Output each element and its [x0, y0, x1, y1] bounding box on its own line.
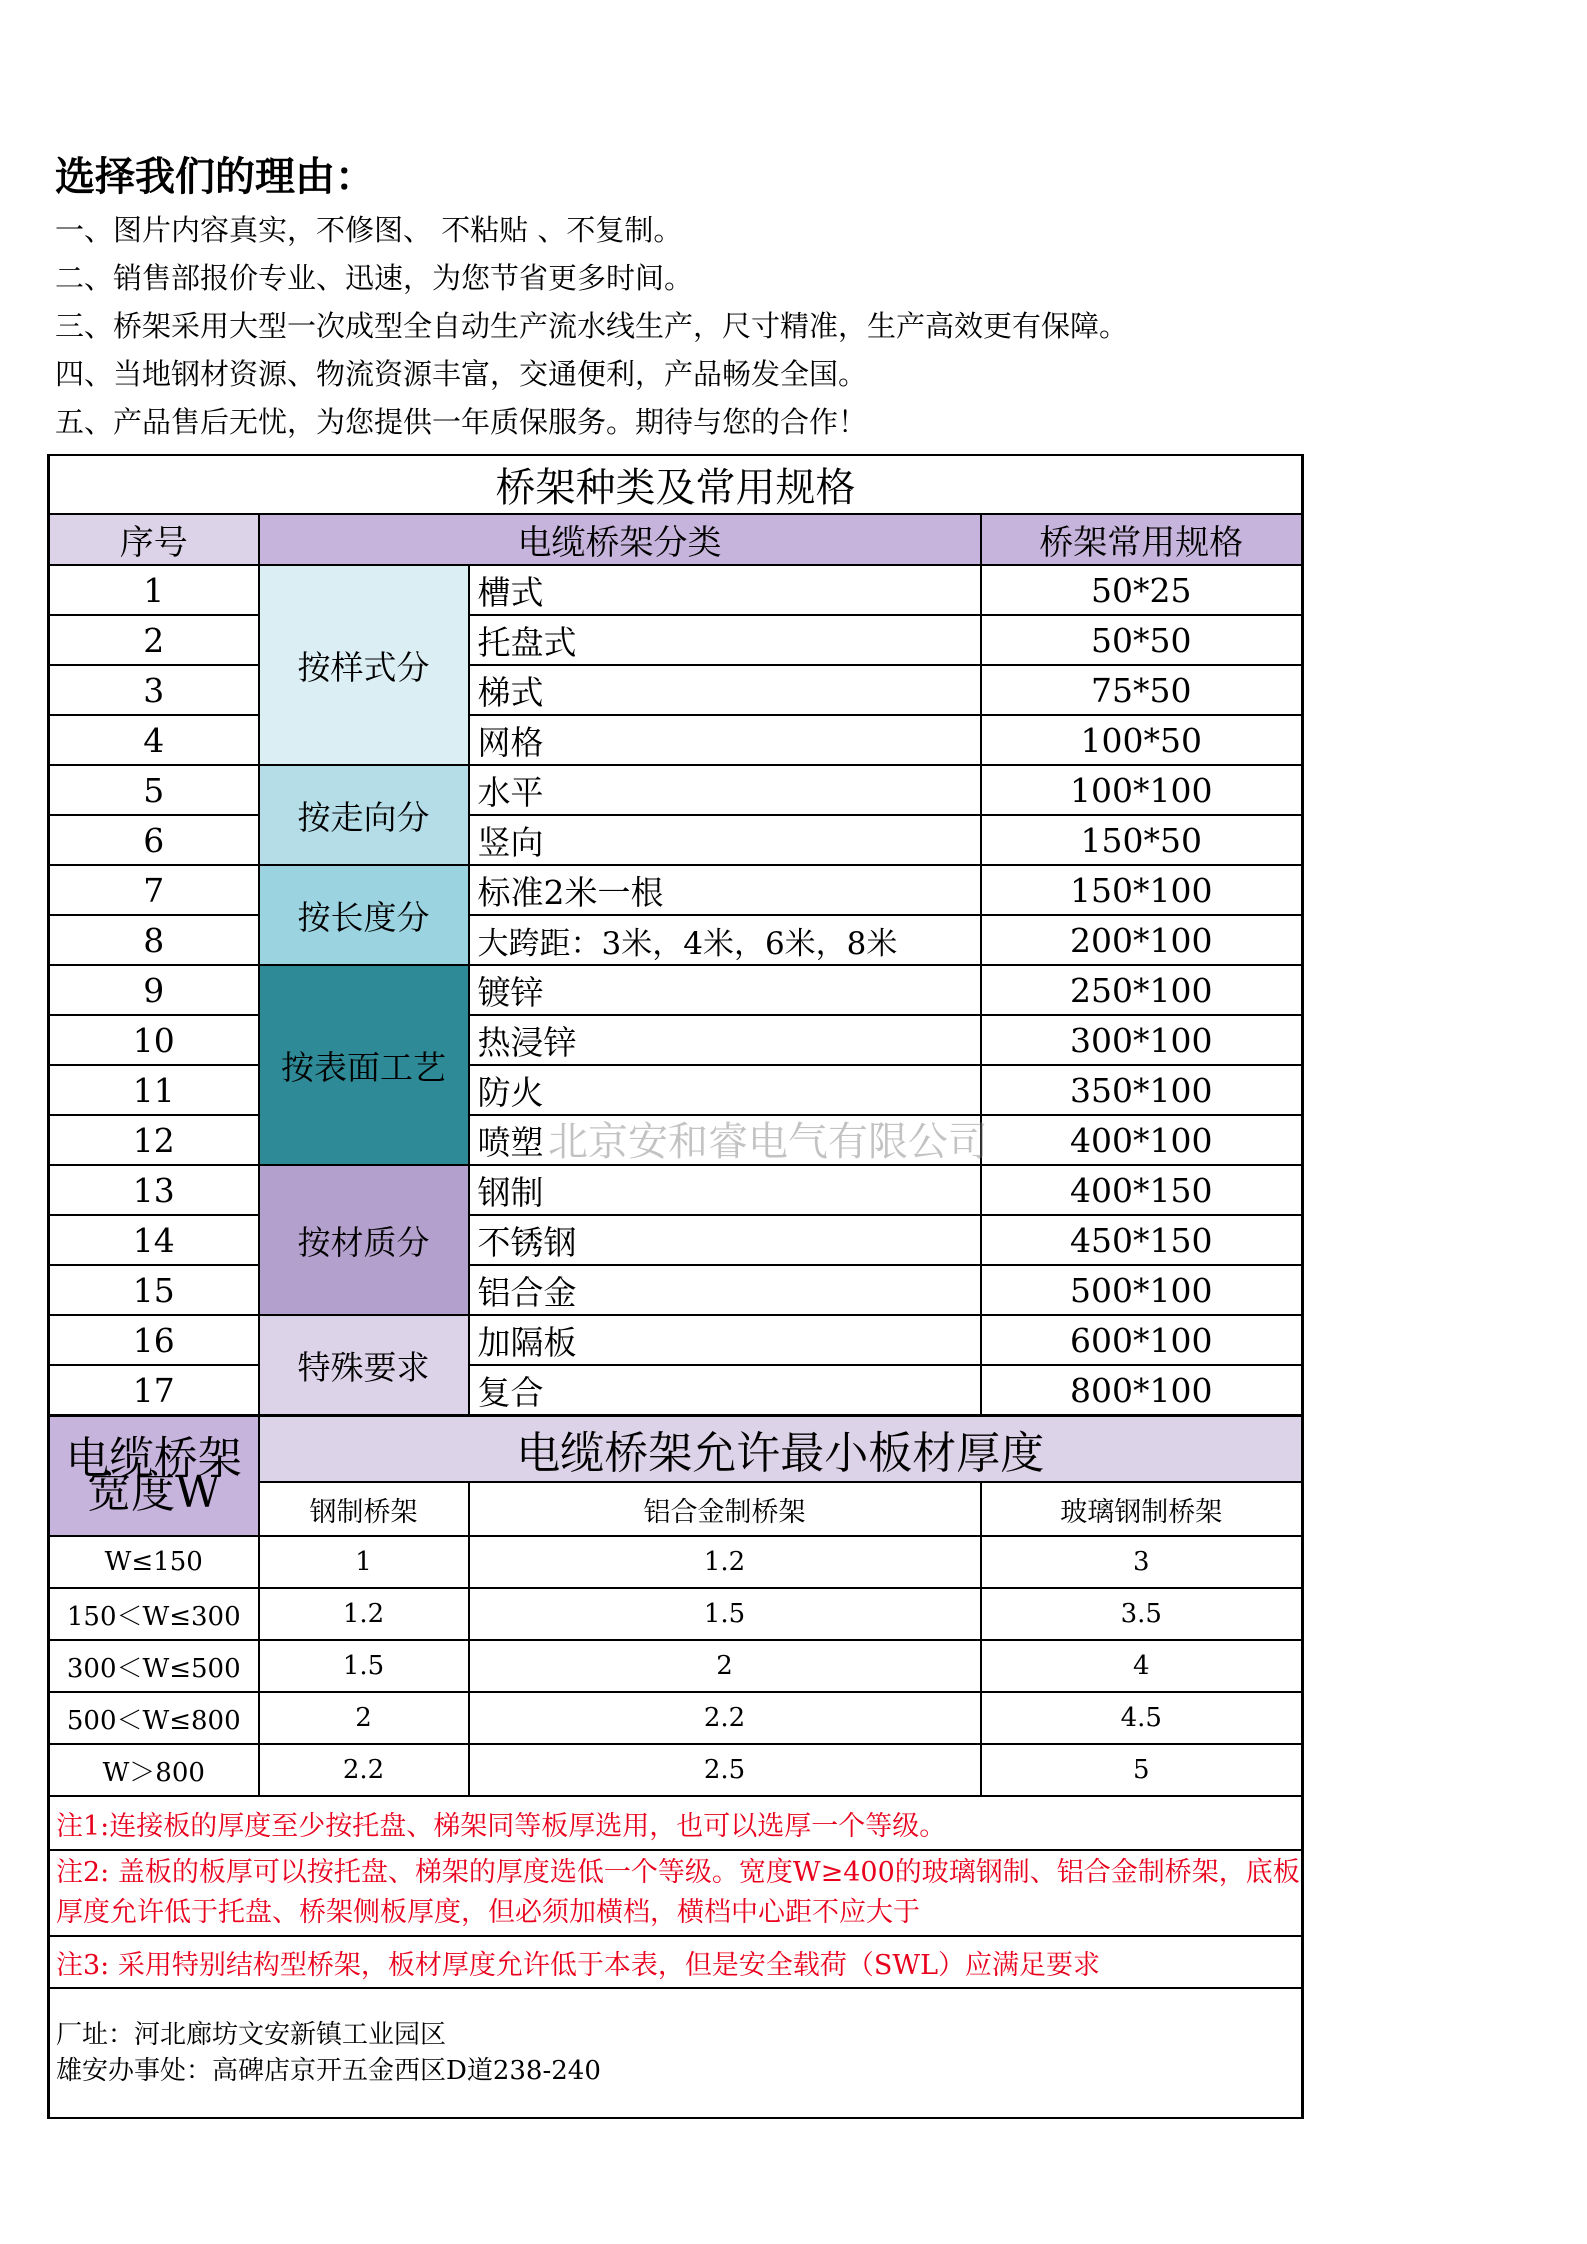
width-header: 电缆桥架宽度W [49, 1416, 259, 1537]
row-no: 15 [49, 1265, 259, 1315]
row-name: 热浸锌 [469, 1015, 981, 1065]
row-spec: 50*25 [981, 565, 1303, 615]
row-no: 16 [49, 1315, 259, 1365]
frp-value: 3 [981, 1536, 1303, 1588]
reason-4: 四、当地钢材资源、物流资源丰富，交通便利，产品畅发全国。 [55, 357, 868, 391]
row-no: 7 [49, 865, 259, 915]
row-spec: 100*100 [981, 765, 1303, 815]
aluminum-value: 1.2 [469, 1536, 981, 1588]
row-spec: 150*100 [981, 865, 1303, 915]
row-name: 钢制 [469, 1165, 981, 1215]
aluminum-value: 2.5 [469, 1744, 981, 1796]
row-spec: 800*100 [981, 1365, 1303, 1416]
table-row [49, 915, 1303, 965]
category-surface: 按表面工艺 [259, 965, 469, 1165]
thickness-table-title: 电缆桥架允许最小板材厚度 [259, 1416, 1303, 1483]
row-no: 17 [49, 1365, 259, 1416]
spec-table-title: 桥架种类及常用规格 [49, 455, 1303, 514]
table-row [49, 1315, 1303, 1365]
row-no: 12 [49, 1115, 259, 1165]
category-length: 按长度分 [259, 865, 469, 965]
table-row [49, 665, 1303, 715]
steel-value: 1 [259, 1536, 469, 1588]
row-spec: 400*150 [981, 1165, 1303, 1215]
aluminum-value: 1.5 [469, 1588, 981, 1640]
header-spec: 桥架常用规格 [981, 514, 1303, 565]
note-2: 注2: 盖板的板厚可以按托盘、梯架的厚度选低一个等级。宽度W≥400的玻璃钢制、铝合金制桥架，底板厚度允许低于托盘、桥架侧板厚度，但必须加横档，横档中心距不应大于 [49, 1850, 1303, 1936]
table-row [49, 815, 1303, 865]
table-row [49, 1588, 1303, 1640]
frp-value: 4.5 [981, 1692, 1303, 1744]
column-aluminum: 铝合金制桥架 [469, 1482, 981, 1536]
row-no: 5 [49, 765, 259, 815]
row-name: 加隔板 [469, 1315, 981, 1365]
factory-address: 厂址：河北廊坊文安新镇工业园区 [56, 2020, 447, 2050]
table-row [49, 1265, 1303, 1315]
table-row [49, 965, 1303, 1015]
row-name: 防火 [469, 1065, 981, 1115]
row-no: 13 [49, 1165, 259, 1215]
width-range: 500＜W≤800 [49, 1692, 259, 1744]
row-name: 槽式 [469, 565, 981, 615]
table-row [49, 565, 1303, 615]
note-3: 注3: 采用特别结构型桥架，板材厚度允许低于本表，但是安全载荷（SWL）应满足要求 [49, 1936, 1303, 1988]
row-name: 复合 [469, 1365, 981, 1416]
reason-2: 二、销售部报价专业、迅速，为您节省更多时间。 [55, 261, 694, 295]
row-name: 铝合金 [469, 1265, 981, 1315]
row-spec: 100*50 [981, 715, 1303, 765]
watermark: 北京安和睿电气有限公司 [548, 1119, 988, 1165]
row-name: 水平 [469, 765, 981, 815]
width-range: W＞800 [49, 1744, 259, 1796]
row-name: 镀锌 [469, 965, 981, 1015]
category-style: 按样式分 [259, 565, 469, 765]
row-name: 喷塑 [469, 1115, 981, 1165]
header-category: 电缆桥架分类 [259, 514, 981, 565]
frp-value: 3.5 [981, 1588, 1303, 1640]
table-row [49, 1065, 1303, 1115]
note-1: 注1:连接板的厚度至少按托盘、梯架同等板厚选用，也可以选厚一个等级。 [49, 1796, 1303, 1850]
row-spec: 50*50 [981, 615, 1303, 665]
row-spec: 350*100 [981, 1065, 1303, 1115]
category-material: 按材质分 [259, 1165, 469, 1315]
row-spec: 600*100 [981, 1315, 1303, 1365]
table-row [49, 765, 1303, 815]
row-no: 14 [49, 1215, 259, 1265]
steel-value: 2 [259, 1692, 469, 1744]
row-spec: 150*50 [981, 815, 1303, 865]
table-row [49, 1215, 1303, 1265]
row-spec: 250*100 [981, 965, 1303, 1015]
office-address: 雄安办事处：高碑店京开五金西区D道238-240 [56, 2056, 601, 2086]
table-row [49, 1365, 1303, 1416]
intro-title: 选择我们的理由： [55, 154, 375, 200]
width-range: 150＜W≤300 [49, 1588, 259, 1640]
row-no: 2 [49, 615, 259, 665]
table-row [49, 1744, 1303, 1796]
row-name: 大跨距：3米，4米，6米，8米 [469, 915, 981, 965]
row-no: 10 [49, 1015, 259, 1065]
row-spec: 400*100 [981, 1115, 1303, 1165]
row-spec: 450*150 [981, 1215, 1303, 1265]
width-range: 300＜W≤500 [49, 1640, 259, 1692]
table-row [49, 865, 1303, 915]
row-no: 9 [49, 965, 259, 1015]
header-no: 序号 [49, 514, 259, 565]
width-range: W≤150 [49, 1536, 259, 1588]
row-no: 4 [49, 715, 259, 765]
row-name: 标准2米一根 [469, 865, 981, 915]
table-row [49, 1640, 1303, 1692]
table-row [49, 1015, 1303, 1065]
table-row [49, 1692, 1303, 1744]
table-row [49, 1115, 1303, 1165]
row-name: 不锈钢 [469, 1215, 981, 1265]
row-no: 6 [49, 815, 259, 865]
row-name: 托盘式 [469, 615, 981, 665]
row-name: 竖向 [469, 815, 981, 865]
spec-table [47, 454, 1304, 2119]
row-no: 3 [49, 665, 259, 715]
row-spec: 500*100 [981, 1265, 1303, 1315]
address-block [49, 1988, 1303, 2118]
row-no: 11 [49, 1065, 259, 1115]
frp-value: 4 [981, 1640, 1303, 1692]
category-special: 特殊要求 [259, 1315, 469, 1416]
steel-value: 1.2 [259, 1588, 469, 1640]
row-no: 8 [49, 915, 259, 965]
category-direction: 按走向分 [259, 765, 469, 865]
frp-value: 5 [981, 1744, 1303, 1796]
row-name: 梯式 [469, 665, 981, 715]
reason-1: 一、图片内容真实，不修图、 不粘贴 、不复制。 [55, 213, 683, 247]
reason-5: 五、产品售后无忧，为您提供一年质保服务。期待与您的合作！ [55, 405, 868, 439]
steel-value: 2.2 [259, 1744, 469, 1796]
row-spec: 200*100 [981, 915, 1303, 965]
steel-value: 1.5 [259, 1640, 469, 1692]
row-no: 1 [49, 565, 259, 615]
column-steel: 钢制桥架 [259, 1482, 469, 1536]
aluminum-value: 2.2 [469, 1692, 981, 1744]
intro-section [55, 148, 1525, 446]
table-row [49, 1165, 1303, 1215]
table-row [49, 715, 1303, 765]
row-spec: 300*100 [981, 1015, 1303, 1065]
row-spec: 75*50 [981, 665, 1303, 715]
aluminum-value: 2 [469, 1640, 981, 1692]
row-name: 网格 [469, 715, 981, 765]
table-row [49, 1536, 1303, 1588]
table-row [49, 615, 1303, 665]
reason-3: 三、桥架采用大型一次成型全自动生产流水线生产，尺寸精准，生产高效更有保障。 [55, 309, 1129, 343]
column-frp: 玻璃钢制桥架 [981, 1482, 1303, 1536]
